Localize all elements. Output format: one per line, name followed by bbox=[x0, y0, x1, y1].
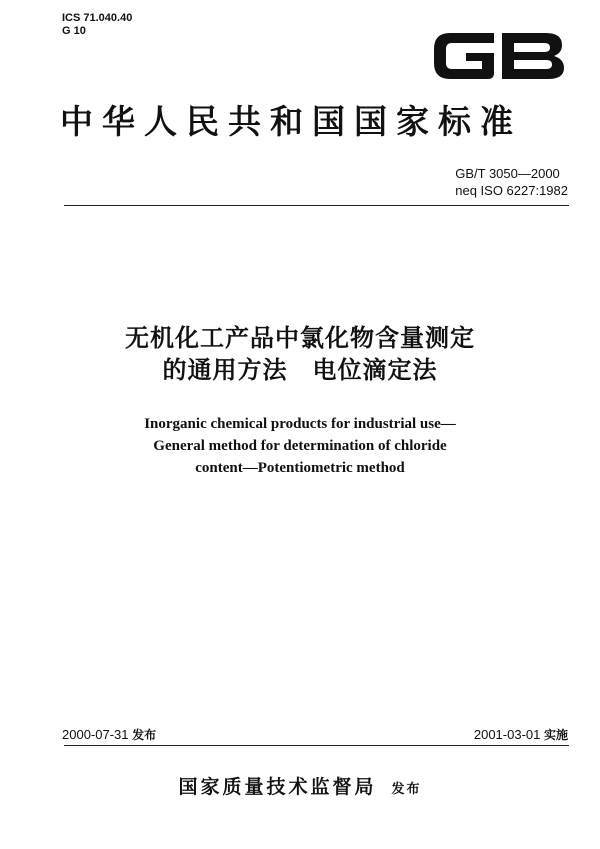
publisher-name: 国家质量技术监督局 bbox=[178, 776, 377, 798]
issue-date: 2000-07-31 bbox=[62, 727, 129, 742]
gb-logo bbox=[428, 27, 568, 85]
english-document-title bbox=[0, 413, 600, 479]
chinese-title-line-1: 无机化工产品中氯化物含量测定 bbox=[125, 324, 475, 352]
publisher-line bbox=[0, 772, 600, 799]
ics-code: ICS 71.040.40 bbox=[62, 12, 133, 24]
classification-codes bbox=[62, 12, 132, 38]
classification-code: G 10 bbox=[62, 25, 86, 37]
implementation-date-block bbox=[474, 726, 568, 743]
issue-label: 发布 bbox=[132, 728, 157, 742]
standard-numbers bbox=[455, 165, 568, 199]
chinese-document-title bbox=[0, 322, 600, 386]
english-title-line-2: General method for determination of chloride bbox=[153, 438, 447, 454]
publisher-action: 发布 bbox=[391, 782, 422, 797]
english-title-line-3: content—Potentiometric method bbox=[195, 460, 405, 476]
issue-date-block bbox=[62, 726, 156, 743]
implementation-label: 实施 bbox=[543, 728, 568, 742]
standard-equivalence: neq ISO 6227:1982 bbox=[455, 183, 568, 198]
english-title-line-1: Inorganic chemical products for industrial use— bbox=[144, 416, 456, 432]
national-standard-title: 中华人民共和国国家标准 bbox=[60, 102, 522, 141]
bottom-divider bbox=[64, 745, 569, 746]
implementation-date: 2001-03-01 bbox=[473, 727, 541, 742]
chinese-title-line-2: 的通用方法 电位滴定法 bbox=[162, 356, 438, 384]
top-divider bbox=[64, 205, 569, 206]
standard-number: GB/T 3050—2000 bbox=[455, 166, 560, 181]
